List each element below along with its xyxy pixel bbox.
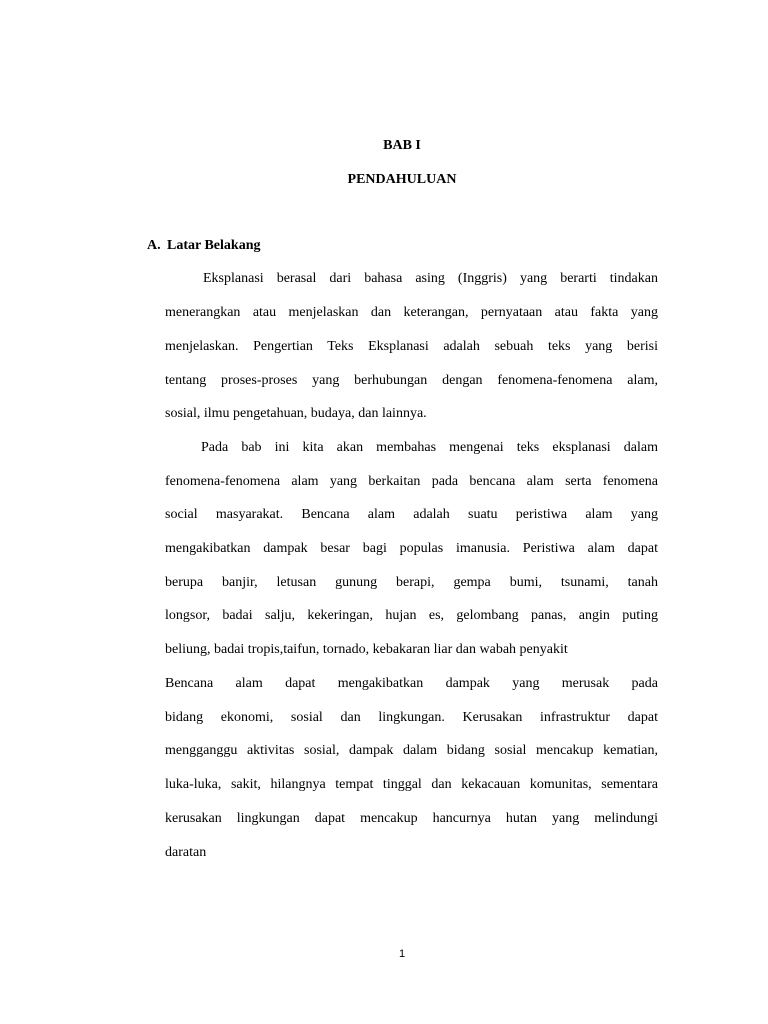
paragraph-line: Bencana alam dapat mengakibatkan dampak yang merusak pada (165, 676, 658, 691)
paragraph-line: luka-luka, sakit, hilangnya tempat tinggal dan kekacauan komunitas, sementara (165, 777, 658, 792)
paragraph-line: Eksplanasi berasal dari bahasa asing (Inggris) yang berarti tindakan (203, 271, 658, 286)
chapter-number: BAB I (383, 138, 421, 153)
section-marker: A. (147, 238, 161, 253)
paragraph-line: daratan (165, 845, 207, 860)
paragraph-line: menjelaskan. Pengertian Teks Eksplanasi adalah sebuah teks yang berisi (165, 339, 658, 354)
paragraph-line: mengakibatkan dampak besar bagi populas imanusia. Peristiwa alam dapat (165, 541, 658, 556)
paragraph-line: Pada bab ini kita akan membahas mengenai teks eksplanasi dalam (201, 440, 658, 455)
paragraph-line: beliung, badai tropis,taifun, tornado, kebakaran liar dan wabah penyakit (165, 642, 568, 657)
section-heading (147, 238, 260, 254)
paragraph-line: berupa banjir, letusan gunung berapi, gempa bumi, tsunami, tanah (165, 575, 658, 590)
paragraph-line: bidang ekonomi, sosial dan lingkungan. Kerusakan infrastruktur dapat (165, 710, 658, 725)
chapter-title: PENDAHULUAN (347, 172, 457, 187)
paragraph-line: mengganggu aktivitas sosial, dampak dalam bidang sosial mencakup kematian, (165, 743, 658, 758)
page-number: 1 (398, 948, 406, 960)
paragraph-line: menerangkan atau menjelaskan dan keterangan, pernyataan atau fakta yang (165, 305, 658, 320)
paragraph-line: longsor, badai salju, kekeringan, hujan es, gelombang panas, angin puting (165, 608, 658, 623)
paragraph-line: fenomena-fenomena alam yang berkaitan pada bencana alam serta fenomena (165, 474, 658, 489)
paragraph-line: social masyarakat. Bencana alam adalah suatu peristiwa alam yang (165, 507, 658, 522)
section-title: Latar Belakang (167, 238, 261, 253)
paragraph-line: kerusakan lingkungan dapat mencakup hancurnya hutan yang melindungi (165, 811, 658, 826)
paragraph-line: sosial, ilmu pengetahuan, budaya, dan lainnya. (165, 406, 427, 421)
paragraph-line: tentang proses-proses yang berhubungan dengan fenomena-fenomena alam, (165, 373, 658, 388)
